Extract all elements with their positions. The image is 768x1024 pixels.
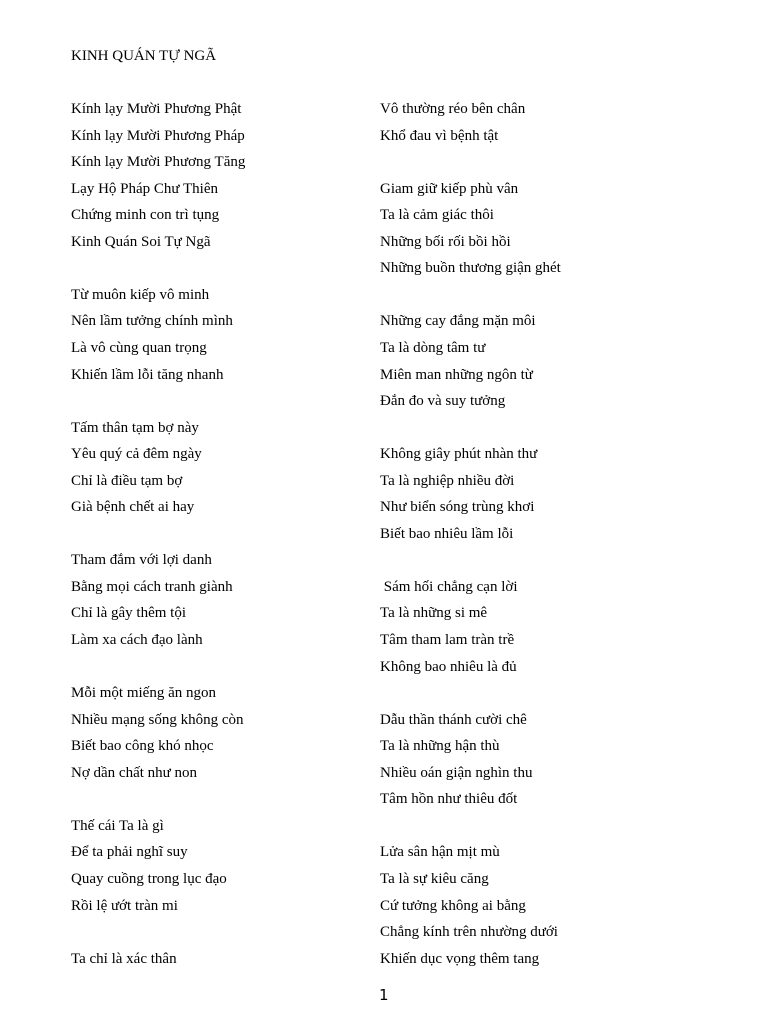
poem-line: Dẫu thần thánh cười chê <box>380 711 527 728</box>
poem-line: Ta là dòng tâm tư <box>380 339 486 356</box>
poem-line: Những buồn thương giận ghét <box>380 260 561 277</box>
poem-line: Tâm tham lam tràn trề <box>380 632 515 648</box>
poem-line: Không giây phút nhàn thư <box>380 446 538 463</box>
poem-line: Chỉ là điều tạm bợ <box>71 472 183 489</box>
poem-line: Nên lầm tưởng chính mình <box>71 313 233 330</box>
poem-line: Mỗi một miếng ăn ngon <box>71 685 216 702</box>
poem-line: Sám hối chẳng cạn lời <box>380 578 518 595</box>
poem-line: Không bao nhiêu là đủ <box>380 658 517 675</box>
poem-line: Chứng minh con trì tụng <box>71 207 220 224</box>
poem-line: Ta là cảm giác thôi <box>380 207 494 224</box>
poem-line: Vô thường réo bên chân <box>380 101 526 117</box>
poem-line: Thế cái Ta là gì <box>71 817 164 834</box>
poem-line: Ta là những hận thù <box>380 738 500 755</box>
poem-line: Giam giữ kiếp phù vân <box>380 180 519 197</box>
poem-line: Quay cuồng trong lục đạo <box>71 870 227 887</box>
poem-line: Ta là những si mê <box>380 605 488 622</box>
poem-line: Là vô cùng quan trọng <box>71 339 207 356</box>
poem-line: Cứ tưởng không ai bằng <box>380 897 526 914</box>
document-title: KINH QUÁN TỰ NGÃ <box>71 48 217 64</box>
poem-line: Kính lạy Mười Phương Phật <box>71 101 242 117</box>
poem-line: Khiến lầm lỗi tăng nhanh <box>71 366 224 383</box>
poem-line: Những bối rối bồi hồi <box>380 233 511 250</box>
poem-line: Ta là nghiệp nhiều đời <box>380 472 515 489</box>
poem-line: Để ta phải nghĩ suy <box>71 844 188 861</box>
poem-line: Biết bao nhiêu lầm lỗi <box>380 525 514 542</box>
poem-line: Như biển sóng trùng khơi <box>380 499 535 516</box>
poem-line: Tấm thân tạm bợ này <box>71 419 199 436</box>
poem-line: Đắn đo và suy tưởng <box>380 393 506 410</box>
poem-line: Bằng mọi cách tranh giành <box>71 578 233 595</box>
poem-line: Từ muôn kiếp vô minh <box>71 286 210 303</box>
poem-line: Lạy Hộ Pháp Chư Thiên <box>71 180 219 197</box>
poem-line: Khổ đau vì bệnh tật <box>380 127 499 144</box>
poem-line: Khiến dục vọng thêm tang <box>380 950 540 967</box>
poem-line: Già bệnh chết ai hay <box>71 499 195 516</box>
poem-line: Làm xa cách đạo lành <box>71 632 203 648</box>
poem-line: Kính lạy Mười Phương Tăng <box>71 154 246 171</box>
poem-line: Ta chỉ là xác thân <box>71 950 177 967</box>
poem-line: Nhiều oán giận nghìn thu <box>380 764 533 781</box>
poem-line: Kính lạy Mười Phương Pháp <box>71 127 245 144</box>
poem-line: Chỉ là gây thêm tội <box>71 605 186 622</box>
poem-line: Yêu quý cả đêm ngày <box>71 446 202 463</box>
page-number: 1 <box>379 986 389 1004</box>
poem-line: Lửa sân hận mịt mù <box>380 844 500 861</box>
poem-line: Tâm hồn như thiêu đốt <box>380 791 518 808</box>
poem-line: Biết bao công khó nhọc <box>71 738 214 755</box>
poem-line: Rồi lệ ướt tràn mi <box>71 897 178 914</box>
poem-line: Nợ dần chất như non <box>71 764 198 781</box>
poem-line: Ta là sự kiêu căng <box>380 870 489 887</box>
poem-line: Miên man những ngôn từ <box>380 366 533 383</box>
poem-line: Chẳng kính trên nhường dưới <box>380 924 558 941</box>
poem-line: Kinh Quán Soi Tự Ngã <box>71 233 211 250</box>
poem-line: Tham đắm với lợi danh <box>71 552 212 569</box>
poem-line: Những cay đắng mặn môi <box>380 313 536 330</box>
poem-line: Nhiều mạng sống không còn <box>71 711 244 728</box>
